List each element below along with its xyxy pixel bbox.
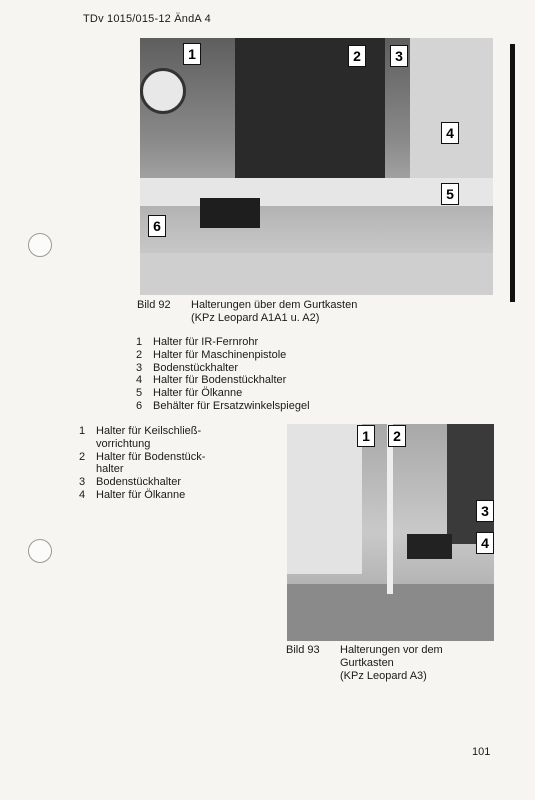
legend-item-continuation: halter [96, 463, 124, 476]
punch-hole-bottom [28, 539, 52, 563]
legend-item: 6 Behälter für Ersatzwinkelspiegel [136, 399, 310, 412]
figure-92-caption: Bild 92 Halterungen über dem Gurtkasten (KPz Leopard A1A1 u. A2) [137, 299, 358, 324]
figure-92-callout-6: 6 [148, 215, 166, 237]
legend-item: 2 Halter für Maschinenpistole [136, 348, 287, 361]
legend-item: 3 Bodenstückhalter [136, 361, 238, 374]
legend-item: 4 Halter für Bodenstückhalter [136, 374, 287, 387]
figure-93-legend [79, 425, 205, 502]
figure-92-photo [140, 38, 493, 295]
figure-92-callout-1: 1 [183, 43, 201, 65]
figure-93-caption: Bild 93 Halterungen vor dem Gurtkasten (KPz Leopard A3) [286, 644, 443, 682]
figure-92-callout-4: 4 [441, 122, 459, 144]
figure-93-callout-2: 2 [388, 425, 406, 447]
figure-93-photo [287, 424, 494, 641]
legend-item-continuation: vorrichtung [96, 437, 151, 450]
figure-93-callout-1: 1 [357, 425, 375, 447]
legend-item: 2 Halter für Bodenstück- [79, 450, 206, 463]
figure-93-callout-3: 3 [476, 500, 494, 522]
legend-item: 5 Halter für Ölkanne [136, 387, 243, 400]
figure-93-callout-4: 4 [476, 532, 494, 554]
legend-item: 1 Halter für IR-Fernrohr [136, 336, 259, 348]
figure-92-callout-2: 2 [348, 45, 366, 67]
legend-item: 3 Bodenstückhalter [79, 476, 181, 489]
legend-item: 4 Halter für Ölkanne [79, 488, 186, 501]
page-number: 101 [472, 746, 491, 758]
document-reference: TDv 1015/015-12 ÄndA 4 [83, 13, 211, 25]
figure-92-legend [136, 336, 310, 413]
legend-item: 1 Halter für Keilschließ- [79, 425, 202, 437]
punch-hole-top [28, 233, 52, 257]
figure-92-callout-5: 5 [441, 183, 459, 205]
margin-change-bar [510, 44, 515, 302]
figure-92-callout-3: 3 [390, 45, 408, 67]
